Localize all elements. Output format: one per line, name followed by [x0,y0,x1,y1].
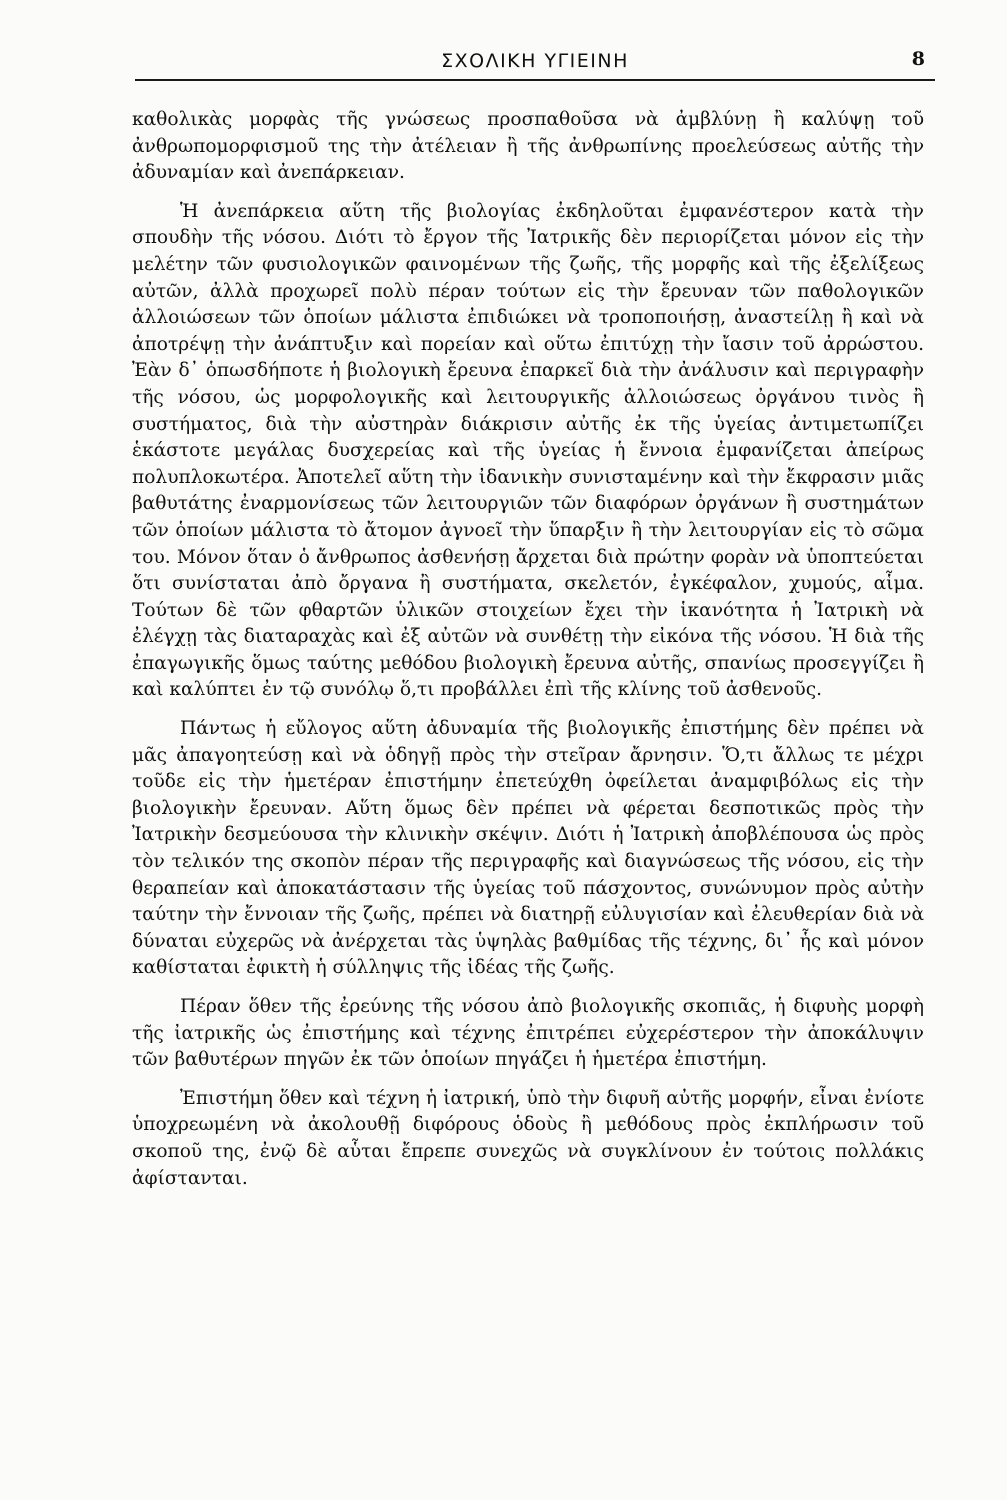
paragraph-2: Ἡ ἀνεπάρκεια αὕτη τῆς βιολογίας ἐκδηλοῦται ἐμφανέστερον κατὰ τὴν σπουδὴν τῆς νόσου. Διότι τὸ ἔργον τῆς Ἰατρικῆς δὲν περιορίζεται μόνον εἰς τὴν μελέτην τῶν φυσιολογικῶν φαινομένων τῆς ζωῆς, τῆς μορφῆς καὶ τῆς ἐξελίξεως αὐτῶν, ἀλλὰ προχωρεῖ πολὺ πέραν τούτων εἰς τὴν ἔρευναν τῶν παθολογικῶν ἀλλοιώσεων τῶν ὁποίων μάλιστα ἐπιδιώκει νὰ τροποποιήσῃ, ἀναστείλῃ ἢ καὶ νὰ ἀποτρέψῃ τὴν ἀνάπτυξιν καὶ πορείαν καὶ οὕτω ἐπιτύχῃ τὴν ἴασιν τοῦ ἀρρώστου. Ἐὰν δ᾿ ὁπωσδήποτε ἡ βιολογικὴ ἔρευνα ἐπαρκεῖ διὰ τὴν ἀνάλυσιν καὶ περιγραφὴν τῆς νόσου, ὡς μορφολογικῆς καὶ λειτουργικῆς ἀλλοιώσεως ὀργάνου τινὸς ἢ συστήματος, διὰ τὴν αὐστηρὰν διάκρισιν αὐτῆς ἐκ τῆς ὑγείας ἀντιμετωπίζει ἑκάστοτε μεγάλας δυσχερείας καὶ τῆς ὑγείας ἡ ἔννοια ἐμφανίζεται ἀπείρως πολυπλοκωτέρα. Ἀποτελεῖ αὕτη τὴν ἰδανικὴν συνισταμένην καὶ τὴν ἔκφρασιν μιᾶς βαθυτάτης ἐναρμονίσεως τῶν λειτουργιῶν τῶν διαφόρων ὀργάνων ἢ συστημάτων τῶν ὁποίων μάλιστα τὸ ἄτομον ἀγνοεῖ τὴν ὕπαρξιν ἢ τὴν λειτουργίαν εἰς τὸ σῶμα του. Μόνον ὅταν ὁ ἄνθρωπος ἀσθενήσῃ ἄρχεται διὰ πρώτην φορὰν νὰ ὑποπτεύεται ὅτι συνίσταται ἀπὸ ὄργανα ἢ συστήματα, σκελετόν, ἐγκέφαλον, χυμούς, αἷμα. Τούτων δὲ τῶν φθαρτῶν ὑλικῶν στοιχείων ἔχει τὴν ἱκανότητα ἡ Ἰατρικὴ νὰ ἐλέγχῃ τὰς διαταραχὰς καὶ ἐξ αὐτῶν νὰ συνθέτῃ τὴν εἰκόνα τῆς νόσου. Ἡ διὰ τῆς ἐπαγωγικῆς ὅμως ταύτης μεθόδου βιολογικὴ ἔρευνα αὐτῆς, σπανίως προσεγγίζει ἢ καὶ καλύπτει ἐν τῷ συνόλῳ ὅ,τι προβάλλει ἐπὶ τῆς κλίνης τοῦ ἀσθενοῦς. [132,200,924,701]
paragraph-3: Πάντως ἡ εὔλογος αὕτη ἀδυναμία τῆς βιολογικῆς ἐπιστήμης δὲν πρέπει νὰ μᾶς ἀπαγοητεύσῃ καὶ νὰ ὁδηγῇ πρὸς τὴν στεῖραν ἄρνησιν. Ὅ,τι ἄλλως τε μέχρι τοῦδε εἰς τὴν ἡμετέραν ἐπιστήμην ἐπετεύχθη ὀφείλεται ἀναμφιβόλως εἰς τὴν βιολογικὴν ἔρευναν. Αὕτη ὅμως δὲν πρέπει νὰ φέρεται δεσποτικῶς πρὸς τὴν Ἰατρικὴν δεσμεύουσα τὴν κλινικὴν σκέψιν. Διότι ἡ Ἰατρικὴ ἀποβλέπουσα ὡς πρὸς τὸν τελικόν της σκοπὸν πέραν τῆς περιγραφῆς καὶ διαγνώσεως τῆς νόσου, εἰς τὴν θεραπείαν καὶ ἀποκατάστασιν τῆς ὑγείας τοῦ πάσχοντος, συνώνυμον πρὸς αὐτὴν ταύτην τὴν ἔννοιαν τῆς ζωῆς, πρέπει νὰ διατηρῇ εὐλυγισίαν καὶ ἐλευθερίαν διὰ νὰ δύναται εὐχερῶς νὰ ἀνέρχεται τὰς ὑψηλὰς βαθμίδας τῆς τέχνης, δι᾿ ἧς καὶ μόνον καθίσταται ἐφικτὴ ἡ σύλληψις τῆς ἰδέας τῆς ζωῆς. [132,718,924,979]
page-number: 8 [911,48,925,70]
paragraph-4: Πέραν ὅθεν τῆς ἐρεύνης τῆς νόσου ἀπὸ βιολογικῆς σκοπιᾶς, ἡ διφυὴς μορφὴ τῆς ἰατρικῆς ὡς ἐπιστήμης καὶ τέχνης ἐπιτρέπει εὐχερέστερον τὴν ἀποκάλυψιν τῶν βαθυτέρων πηγῶν ἐκ τῶν ὁποίων πηγάζει ἡ ἡμετέρα ἐπιστήμη. [132,996,924,1071]
body-text [132,107,924,1192]
running-title: ΣΧΟΛΙΚΗ ΥΓΙΕΙΝΗ [441,50,629,72]
paragraph-5: Ἐπιστήμη ὅθεν καὶ τέχνη ἡ ἰατρική, ὑπὸ τὴν διφυῆ αὐτῆς μορφήν, εἶναι ἐνίοτε ὑποχρεωμένη νὰ ἀκολουθῇ διφόρους ὁδοὺς ἢ μεθόδους πρὸς ἐκπλήρωσιν τοῦ σκοποῦ της, ἐνῷ δὲ αὗται ἔπρεπε συνεχῶς νὰ συγκλίνουν ἐν τούτοις πολλάκις ἀφίστανται. [132,1087,924,1189]
running-head [135,44,935,84]
header-rule [135,79,935,81]
paragraph-1: καθολικὰς μορφὰς τῆς γνώσεως προσπαθοῦσα νὰ ἀμβλύνῃ ἢ καλύψῃ τοῦ ἀνθρωπομορφισμοῦ της τὴν ἀτέλειαν ἢ τῆς ἀνθρωπίνης προελεύσεως αὐτῆς τὴν ἀδυναμίαν καὶ ἀνεπάρκειαν. [132,109,924,184]
